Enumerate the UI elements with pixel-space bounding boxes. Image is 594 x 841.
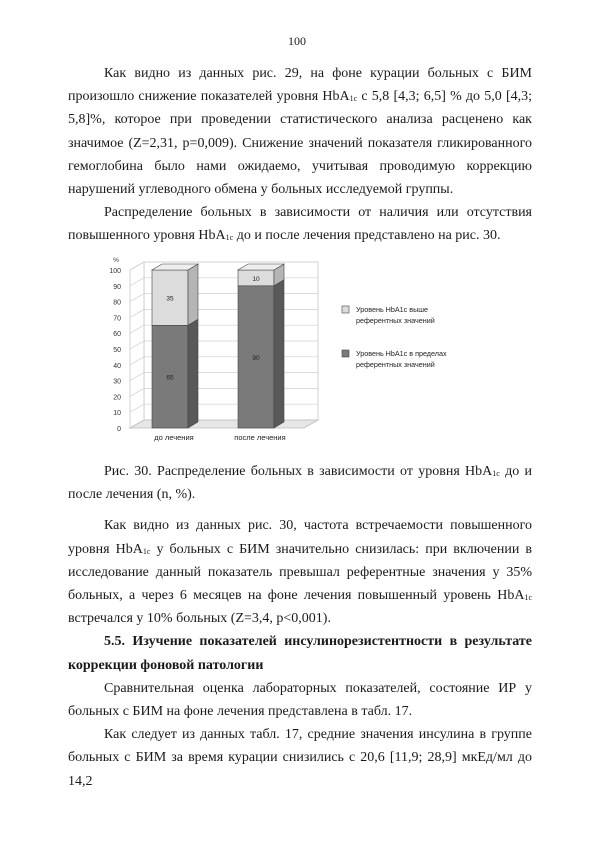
bar-segment-side xyxy=(188,264,198,325)
y-tick-label: 0 xyxy=(117,426,121,433)
section-heading: 5.5. Изучение показателей инсулинорезистентности в результате коррекции фоновой патологии xyxy=(68,634,532,673)
body-text-top xyxy=(68,62,532,248)
figure-30 xyxy=(86,256,506,448)
paragraph-4: Сравнительная оценка лабораторных показателей, состояние ИР у больных с БИМ на фоне лечения представлена в табл. 17. xyxy=(68,680,532,720)
x-tick-label: до лечения xyxy=(154,433,194,442)
x-tick-label: после лечения xyxy=(234,433,286,442)
data-label: 90 xyxy=(252,354,260,362)
y-tick-label: 80 xyxy=(113,299,121,307)
data-label: 10 xyxy=(252,275,260,283)
y-tick-label: 100 xyxy=(109,268,121,275)
legend-swatch xyxy=(342,306,349,313)
legend-label: референтных значений xyxy=(356,316,435,325)
legend-label: Уровень HbA1c в пределах xyxy=(356,349,447,358)
legend-label: Уровень HbA1c выше xyxy=(356,305,429,314)
y-tick-label: 50 xyxy=(113,347,121,354)
page-number: 100 xyxy=(288,34,306,48)
y-tick-label: 20 xyxy=(113,394,121,402)
y-tick-label: 10 xyxy=(113,410,121,418)
y-tick-label: 40 xyxy=(113,362,121,370)
y-tick-label: 70 xyxy=(113,315,121,323)
legend-swatch xyxy=(342,350,349,357)
y-tick-label: 30 xyxy=(113,378,121,386)
y-tick-label: 90 xyxy=(113,283,121,291)
paragraph-3: Как видно из данных рис. 30, частота встречаемости повышенного уровня HbA$_{1c}$ у больных с БИМ значительно снизилась: при включении в исследование данный показатель превышал референтные значения у 35% больных, а через 6 месяцев на фоне лечения повышенный уровень HbA$_{1c}$ встречался у 10% больных (Z=3,4, p<0,001). xyxy=(68,518,533,627)
data-label: 65 xyxy=(166,374,174,382)
paragraph-2: Распределение больных в зависимости от наличия или отсутствия повышенного уровня HbA$_{1c}$ до и после лечения представлено на рис. 30. xyxy=(68,205,532,244)
figure-caption: Рис. 30. Распределение больных в зависимости от уровня HbA$_{1c}$ до и после лечения (n, %). xyxy=(68,464,532,503)
bar-segment-side xyxy=(188,319,198,428)
y-unit-label: % xyxy=(113,257,119,264)
paragraph-5: Как следует из данных табл. 17, средние значения инсулина в группе больных с БИМ за время курации снизились с 20,6 [11,9; 28,9] мкЕд/мл до 14,2 xyxy=(68,727,532,789)
y-tick-label: 60 xyxy=(113,331,121,339)
body-text-bottom xyxy=(68,460,532,793)
stacked-bar-chart xyxy=(86,256,506,448)
paragraph-1: Как видно из данных рис. 29, на фоне курации больных с БИМ произошло снижение показателей уровня HbA$_{1c}$ с 5,8 [4,3; 6,5] % до 5,0 [4,3; 5,8]%, которое при проведении статистического анализа расценено как значимое (Z=2,31, p=0,009). Снижение значений показателя гликированного гемоглобина было нами ожидаемо, учитывая проводимую коррекцию нарушений углеводного обмена у больных исследуемой группы. xyxy=(68,66,533,198)
data-label: 35 xyxy=(166,295,174,303)
bar-segment-side xyxy=(274,280,284,428)
legend-label: референтных значений xyxy=(356,360,435,369)
